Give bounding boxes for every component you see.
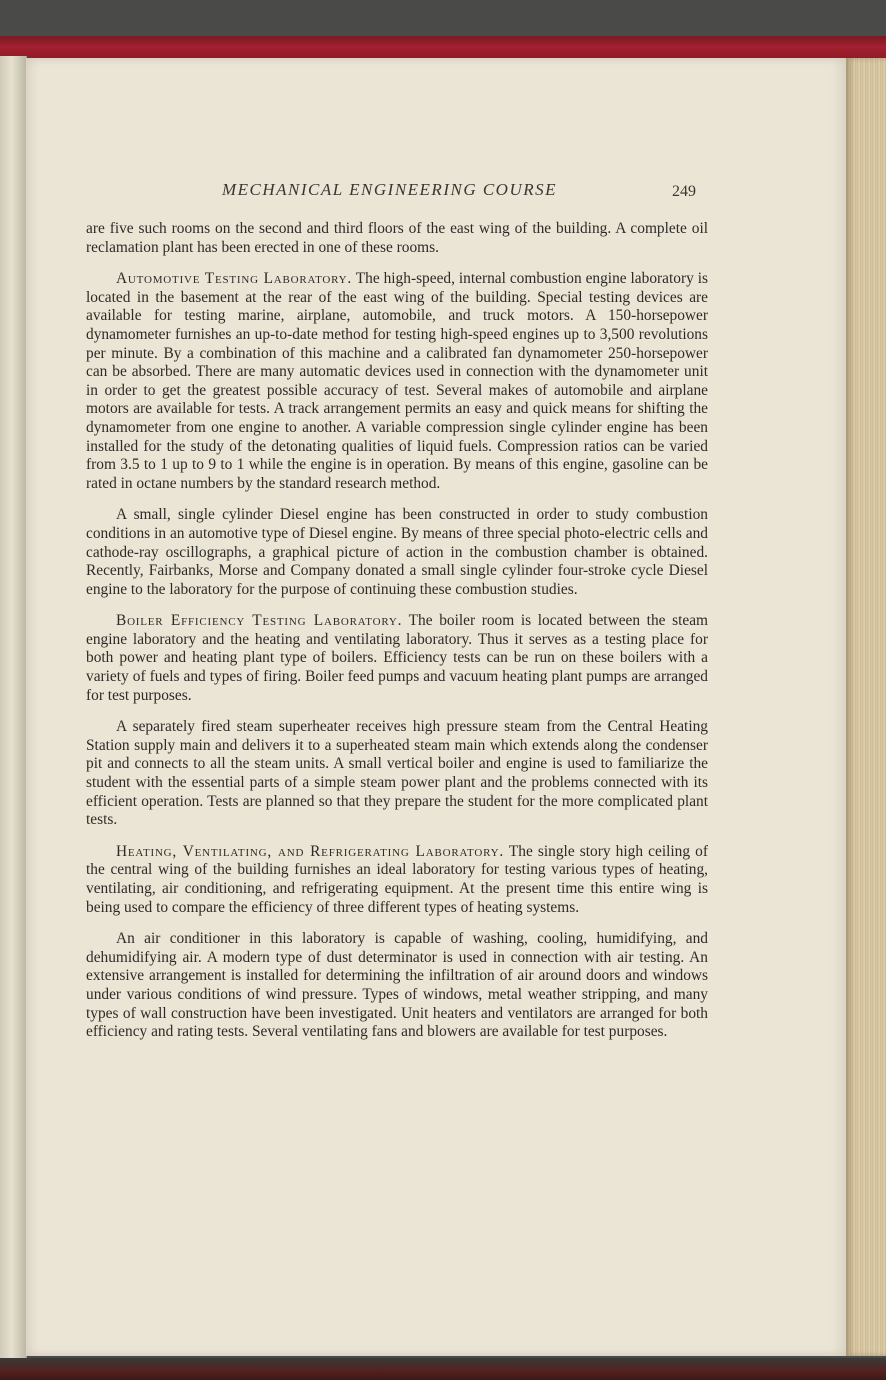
paragraph-text: are five such rooms on the second and third floors of the east wing of the building. A complete oil reclamation plant has been erected in one of these rooms.: [86, 220, 708, 256]
paragraph-text: A small, single cylinder Diesel engine has been constructed in order to study combustion conditions in an automotive type of Diesel engine. By means of three special photo-electric cells and cathode-ray oscillographs, a graphical picture of action in the combustion chamber is obtained. Recently, Fairbanks, Morse and Company donated a small single cylinder four-stroke cycle Diesel engine to the laboratory for the purpose of continuing these combustion studies.: [86, 506, 708, 598]
book-top-edge: [0, 36, 886, 60]
section-heading: Boiler Efficiency Testing Laboratory.: [116, 612, 403, 630]
page-edges: [846, 58, 886, 1356]
paragraph: [86, 930, 708, 1042]
paragraph: [86, 270, 708, 493]
paragraph-text: A separately fired steam superheater receives high pressure steam from the Central Heating Station supply main and delivers it to a superheated steam main which extends along the condenser pit and connects to all the steam units. A small vertical boiler and engine is used to familiarize the student with the essential parts of a simple steam power plant and the problems connected with its efficient operation. Tests are planned so that they prepare the student for the more complicated plant tests.: [86, 718, 708, 829]
paragraph-text: The high-speed, internal combustion engine laboratory is located in the basement at the rear of the east wing of the building. Special testing devices are available for testing marine, airplane, automobile, and truck motors. A 150-horsepower dynamometer furnishes an up-to-date method for testing high-speed engines up to 3,500 revolutions per minute. By a combination of this machine and a calibrated fan dynamometer 250-horsepower can be absorbed. There are many automatic devices used in connection with the dynamometer unit in order to get the greatest possible accuracy of test. Several makes of automobile and airplane motors are available for tests. A track arrangement permits an easy and quick means for shifting the dynamometer from one engine to another. A variable compression single cylinder engine has been installed for the study of the detonating qualities of liquid fuels. Compression ratios can be varied from 3.5 to 1 up to 9 to 1 while the engine is in operation. By means of this engine, gasoline can be rated in octane numbers by the standard research method.: [86, 270, 708, 492]
paragraph: [86, 506, 708, 599]
book-bottom-edge: [0, 1358, 886, 1380]
paragraph: [86, 718, 708, 830]
paragraph-text: An air conditioner in this laboratory is capable of washing, cooling, humidifying, and dehumidifying air. A modern type of dust determinator is used in connection with air testing. An extensive arrangement is installed for determining the infiltration of air around doors and windows under various conditions of wind pressure. Types of windows, metal weather stripping, and many types of wall construction have been investigated. Unit heaters and ventilators are arranged for both efficiency and rating tests. Several ventilating fans and blowers are available for test purposes.: [86, 930, 708, 1041]
paragraph-text: The boiler room is located between the steam engine laboratory and the heating and ventilating laboratory. Thus it serves as a testing place for both power and heating plant type of boilers. Efficiency tests can be run on these boilers with a variety of fuels and types of firing. Boiler feed pumps and vacuum heating plant pumps are arranged for test purposes.: [86, 612, 709, 704]
running-title: MECHANICAL ENGINEERING COURSE: [222, 180, 558, 199]
paragraph: [86, 612, 708, 705]
body-text: [86, 220, 708, 1055]
paragraph-text: The single story high ceiling of the central wing of the building furnishes an ideal laboratory for testing various types of heating, ventilating, air conditioning, and refrigerating equipment. At the present time this entire wing is being used to compare the efficiency of three different types of heating systems.: [86, 842, 708, 916]
paragraph: [86, 843, 708, 917]
book-gutter: [0, 56, 27, 1360]
page-number: 249: [672, 183, 696, 200]
section-heading: Automotive Testing Laboratory.: [116, 270, 353, 288]
section-heading: Heating, Ventilating, and Refrigerating Laboratory.: [116, 842, 504, 860]
paragraph: [86, 220, 708, 257]
